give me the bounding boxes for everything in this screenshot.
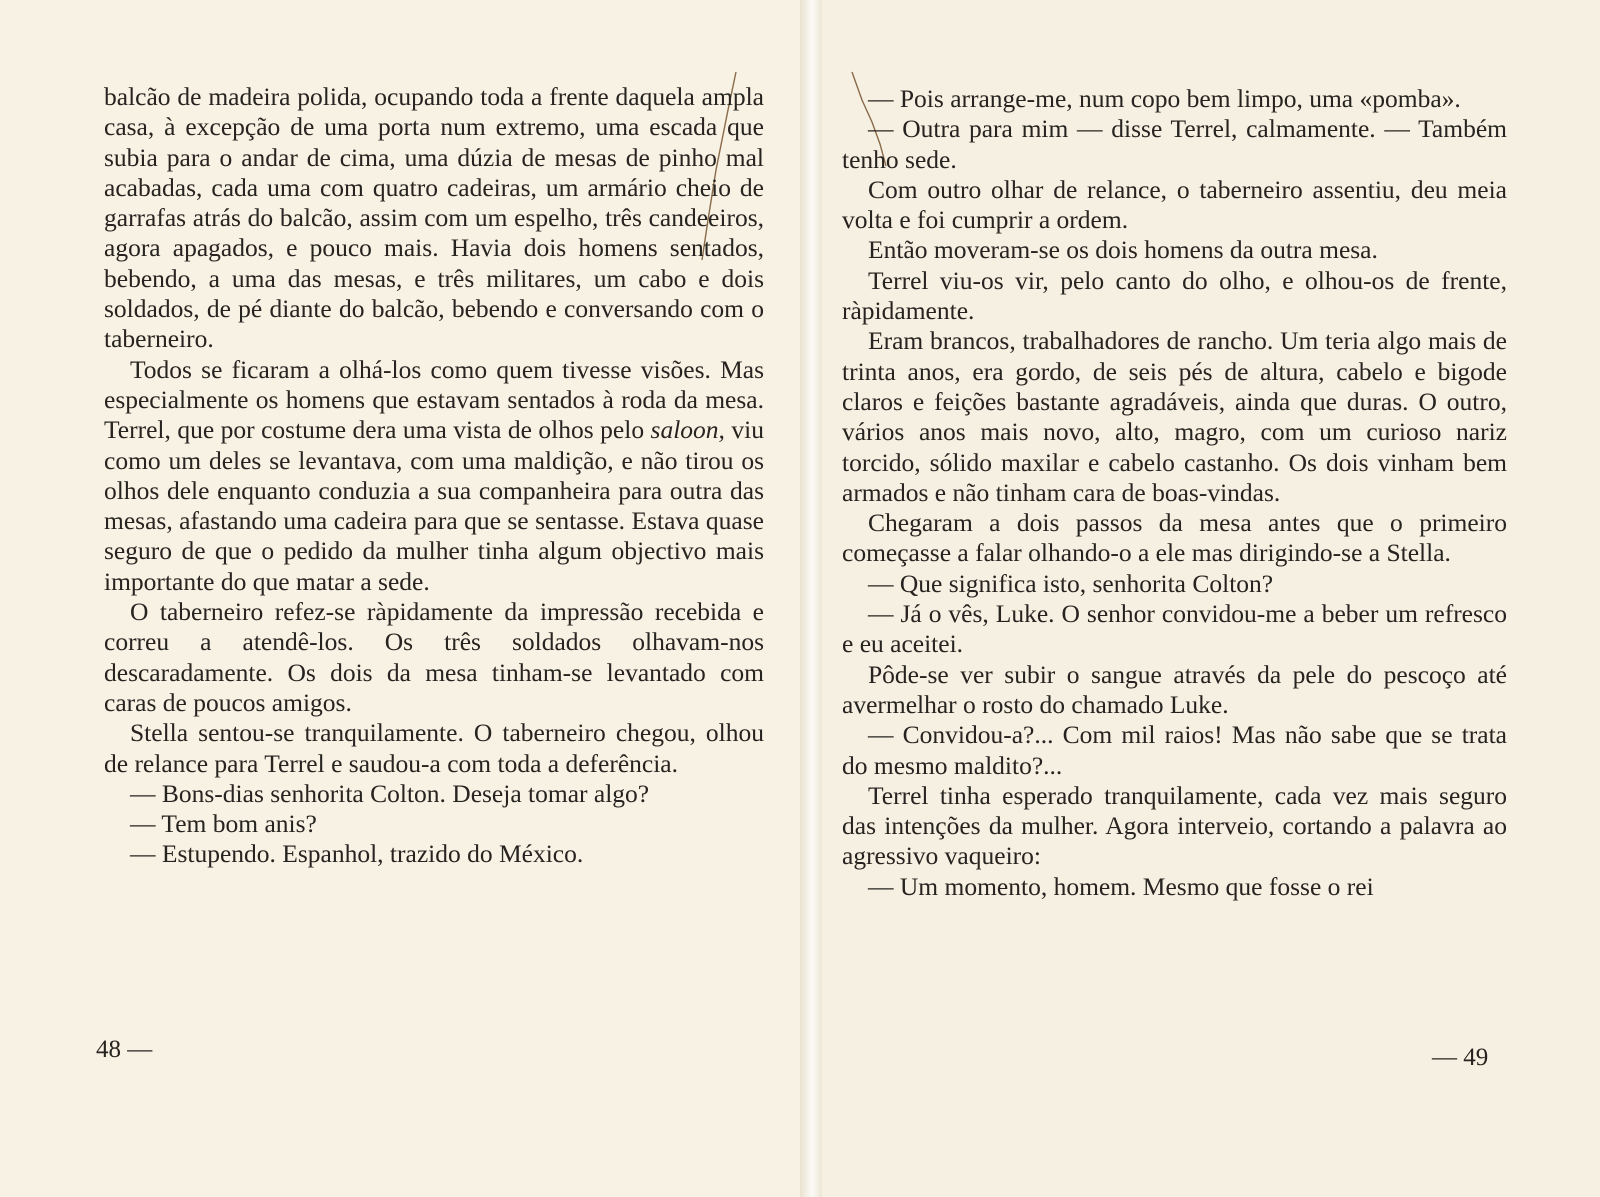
left-dialogue-2: — Tem bom anis? [130,809,317,839]
left-page-text [104,82,764,870]
left-dialogue-3: — Estupendo. Espanhol, trazido do México. [130,839,584,869]
right-dialogue-11: — Convidou-a?... Com mil raios! Mas não sabe que se trata do mesmo maldito?... [842,720,1507,780]
right-page-text [842,84,1507,902]
left-paragraph-4: Stella sentou-se tranquilamente. O taberneiro chegou, olhou de relance para Terrel e saudou-a com toda a deferência. [104,718,764,778]
right-dialogue-2: — Outra para mim — disse Terrel, calmamente. — Também tenho sede. [842,114,1507,174]
right-paragraph-3: Com outro olhar de relance, o taberneiro assentiu, deu meia volta e foi cumprir a ordem. [842,174,1507,235]
right-paragraph-6: Eram brancos, trabalhadores de rancho. Um teria algo mais de trinta anos, era gordo, de seis pés de altura, cabelo e bigode claros e feições bastante agradáveis, ainda que duras. O outro, vários anos mais novo, alto, magro, com um curioso nariz torcido, sólido maxilar e cabelo castanho. Os dois vinham bem armados e não tinham cara de boas-vindas. [842,326,1507,507]
left-dialogue-1: — Bons-dias senhorita Colton. Deseja tomar algo? [130,778,650,808]
book-gutter [800,0,822,1197]
right-dialogue-9: — Já o vês, Luke. O senhor convidou-me a beber um refresco e eu aceitei. [842,599,1507,659]
page-number-left: 48 — [96,1036,153,1063]
left-paragraph-1: balcão de madeira polida, ocupando toda a frente daquela ampla casa, à excepção de uma porta num extremo, uma escada que subia para o andar de cima, uma dúzia de mesas de pinho mal acabadas, cada uma com quatro cadeiras, um armário cheio de garrafas atrás do balcão, assim com um espelho, três candeeiros, agora apagados, e pouco mais. Havia dois homens sentados, bebendo, a uma das mesas, e três militares, um cabo e dois soldados, de pé diante do balcão, bebendo e conversando com o taberneiro. [104,82,764,354]
right-paragraph-12: Terrel tinha esperado tranquilamente, cada vez mais seguro das intenções da mulher. Agora interveio, cortando a palavra ao agressivo vaqueiro: [842,780,1507,871]
right-paragraph-5: Terrel viu-os vir, pelo canto do olho, e olhou-os de frente, ràpidamente. [842,265,1507,326]
left-paragraph-2-text-before: Todos se ficaram a olhá-los como quem tivesse visões. Mas especialmente os homens que estavam sentados à roda da mesa. Terrel, que por costume dera uma vista de olhos pelo [104,354,764,445]
italic-term-saloon: saloon, [650,415,725,445]
right-paragraph-7: Chegaram a dois passos da mesa antes que o primeiro começasse a falar olhando-o a ele mas dirigindo-se a Stella. [842,508,1507,568]
left-paragraph-2-text-after: viu como um deles se levantava, com uma maldição, e não tirou os olhos dele enquanto conduzia a sua companheira para outra das mesas, afastando uma cadeira para que se sentasse. Estava quase seguro de que o pedido da mulher tinha algum objectivo mais importante do que matar a sede. [104,415,764,596]
right-paragraph-4: Então moveram-se os dois homens da outra mesa. [868,235,1378,265]
right-paragraph-10: Pôde-se ver subir o sangue através da pele do pescoço até avermelhar o rosto do chamado Luke. [842,659,1507,719]
right-page [822,0,1600,1197]
right-dialogue-1: — Pois arrange-me, num copo bem limpo, uma «pomba». [868,84,1461,113]
left-paragraph-2 [104,355,764,597]
page-number-right: — 49 [1432,1044,1489,1071]
right-dialogue-8: — Que significa isto, senhorita Colton? [868,568,1274,598]
right-dialogue-13: — Um momento, homem. Mesmo que fosse o rei [868,871,1374,901]
left-paragraph-3: O taberneiro refez-se ràpidamente da impressão recebida e correu a atendê-los. Os três soldados olhavam-nos descaradamente. Os dois da mesa tinham-se levantado com caras de poucos amigos. [104,597,764,717]
